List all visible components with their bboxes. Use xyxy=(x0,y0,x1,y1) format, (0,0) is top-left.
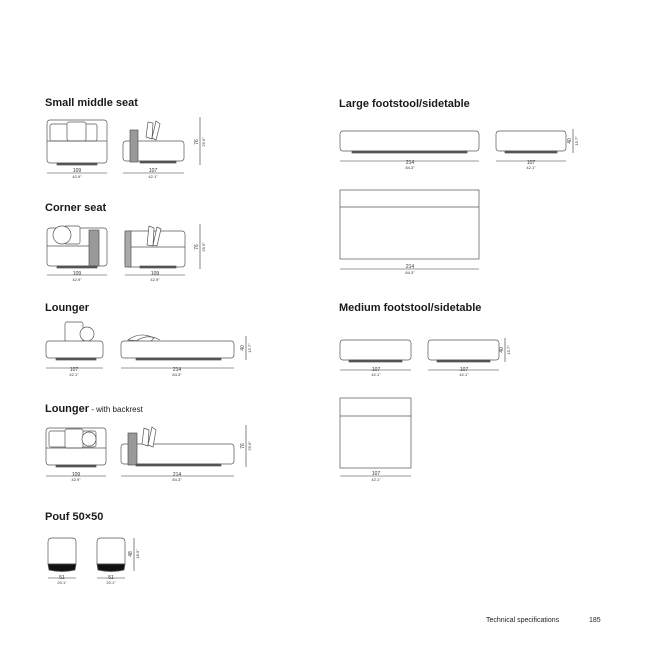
large-footstool-front-view xyxy=(340,131,479,153)
lounger-backrest-side-width-inch: 84.3" xyxy=(172,477,182,482)
medium-footstool-drawing xyxy=(335,330,520,382)
lounger-front-width-inch: 42.1" xyxy=(69,372,79,377)
heading-medium-footstool: Medium footstool/sidetable xyxy=(339,302,482,314)
large-footstool-side-view xyxy=(496,131,566,153)
lounger-backrest-height-inch: 29.9" xyxy=(247,441,252,451)
medium-footstool-front-width: 107 xyxy=(371,367,381,373)
corner-seat-side-width-inch: 42.9" xyxy=(150,277,160,282)
corner-seat-drawing xyxy=(40,218,215,290)
small-middle-seat-front-view xyxy=(47,120,107,165)
lounger-backrest-drawing xyxy=(40,420,260,485)
lounger-backrest-front-view xyxy=(46,428,106,467)
medium-footstool-top-width-inch: 42.1" xyxy=(371,477,381,482)
lounger-backrest-front-width-inch: 42.9" xyxy=(71,477,81,482)
lounger-backrest-side-width: 214 xyxy=(172,472,182,478)
large-footstool-top-width: 214 xyxy=(405,264,415,270)
large-footstool-height: 40 xyxy=(567,138,573,144)
small-middle-seat-front-width-inch: 42.9" xyxy=(72,174,82,179)
pouf-front-width: 51 xyxy=(59,575,65,581)
lounger-front-view xyxy=(46,322,103,360)
lounger-height: 40 xyxy=(240,345,246,351)
pouf-front-width-inch: 20.1" xyxy=(57,580,67,585)
small-middle-seat-side-width-inch: 42.1" xyxy=(148,174,158,179)
heading-pouf: Pouf 50×50 xyxy=(45,511,104,523)
heading-lounger-backrest xyxy=(45,403,143,415)
large-footstool-side-width-inch: 42.1" xyxy=(526,165,536,170)
medium-footstool-front-width-inch: 42.1" xyxy=(371,372,381,377)
pouf-side-width: 51 xyxy=(108,575,114,581)
lounger-front-width: 107 xyxy=(69,367,79,373)
medium-footstool-front-view xyxy=(340,340,411,362)
pouf-side-width-inch: 20.1" xyxy=(106,580,116,585)
medium-footstool-side-view xyxy=(428,340,499,362)
corner-seat-side-width: 109 xyxy=(150,271,160,277)
medium-footstool-side-width-inch: 42.1" xyxy=(459,372,469,377)
medium-footstool-top-drawing xyxy=(335,393,420,488)
lounger-drawing xyxy=(40,318,260,380)
corner-seat-height-inch: 29.9" xyxy=(201,242,206,252)
pouf-drawing xyxy=(40,533,150,593)
corner-seat-height: 76 xyxy=(194,244,200,250)
corner-seat-front-view xyxy=(47,226,107,268)
pouf-height: 48 xyxy=(128,551,134,557)
medium-footstool-height: 40 xyxy=(499,347,505,353)
medium-footstool-height-inch: 15.7" xyxy=(506,345,511,355)
large-footstool-top-width-inch: 84.3" xyxy=(405,270,415,275)
medium-footstool-top-view xyxy=(340,398,411,468)
medium-footstool-side-width: 107 xyxy=(459,367,469,373)
lounger-backrest-height: 76 xyxy=(240,443,246,449)
corner-seat-front-width-inch: 42.9" xyxy=(72,277,82,282)
lounger-side-width-inch: 84.3" xyxy=(172,372,182,377)
large-footstool-side-width: 107 xyxy=(526,160,536,166)
lounger-backrest-side-view xyxy=(121,427,234,466)
large-footstool-top-drawing xyxy=(335,185,485,280)
small-middle-seat-front-width: 109 xyxy=(72,168,82,174)
small-middle-seat-drawing xyxy=(40,112,215,187)
large-footstool-front-width-inch: 84.3" xyxy=(405,165,415,170)
heading-lounger: Lounger xyxy=(45,302,89,314)
medium-footstool-top-width: 107 xyxy=(371,471,381,477)
small-middle-seat-height: 76 xyxy=(194,139,200,145)
large-footstool-height-inch: 15.7" xyxy=(574,136,579,146)
small-middle-seat-side-view xyxy=(123,121,184,163)
heading-small-middle-seat: Small middle seat xyxy=(45,97,138,109)
large-footstool-front-width: 214 xyxy=(405,160,415,166)
large-footstool-drawing xyxy=(335,122,590,182)
corner-seat-side-view xyxy=(125,226,185,268)
lounger-side-view xyxy=(121,335,234,360)
heading-lounger-backrest-title: Lounger xyxy=(45,403,89,415)
corner-seat-front-width: 109 xyxy=(72,271,82,277)
heading-corner-seat: Corner seat xyxy=(45,202,107,214)
lounger-height-inch: 15.7" xyxy=(247,343,252,353)
pouf-height-inch: 18.9" xyxy=(135,549,140,559)
lounger-side-width: 214 xyxy=(172,367,182,373)
large-footstool-top-view xyxy=(340,190,479,259)
heading-lounger-backrest-subtitle: - with backrest xyxy=(89,405,143,414)
small-middle-seat-height-inch: 29.9" xyxy=(201,137,206,147)
small-middle-seat-side-width: 107 xyxy=(148,168,158,174)
lounger-backrest-front-width: 109 xyxy=(71,472,81,478)
footer-label: Technical specifications xyxy=(486,617,560,624)
page-number: 185 xyxy=(589,617,601,624)
heading-large-footstool: Large footstool/sidetable xyxy=(339,98,470,110)
pouf-front-view xyxy=(48,538,76,572)
pouf-side-view xyxy=(97,538,125,572)
